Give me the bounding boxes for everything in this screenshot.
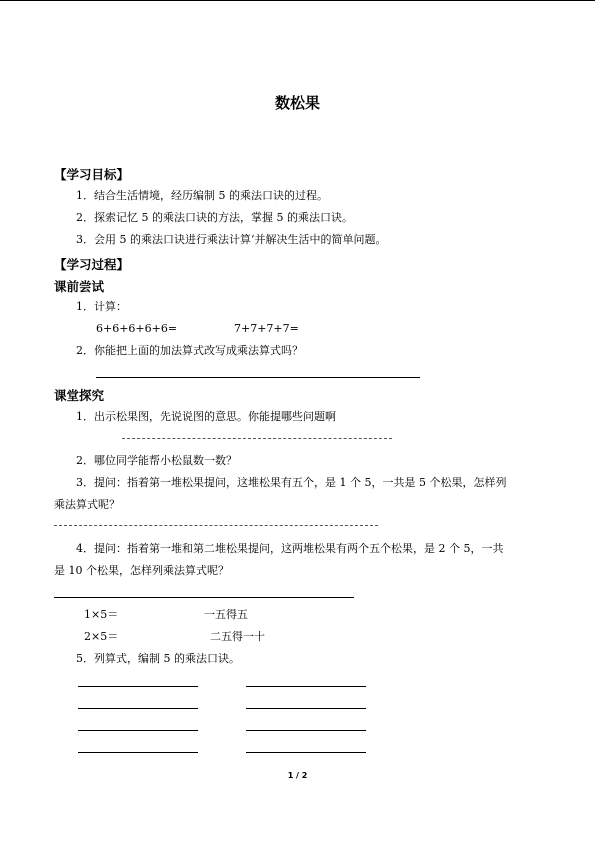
answer-dashed-line	[54, 525, 378, 526]
process-heading: 【学习过程】	[54, 257, 130, 272]
in-class-q3-line2: 乘法算式呢？	[54, 498, 120, 511]
row1-rhyme: 一五得五	[204, 608, 248, 621]
objectives-heading: 【学习目标】	[54, 167, 130, 182]
pre-class-expr-a: 6+6+6+6+6=	[96, 322, 178, 335]
in-class-q5: 5．列算式，编制 5 的乘法口诀。	[76, 652, 240, 665]
in-class-heading: 课堂探究	[54, 388, 105, 403]
answer-line	[96, 377, 420, 378]
in-class-q2: 2．哪位同学能帮小松鼠数一数？	[76, 454, 237, 467]
answer-line	[246, 708, 366, 709]
objective-item-2: 2．探索记忆 5 的乘法口诀的方法，掌握 5 的乘法口诀。	[76, 211, 353, 224]
answer-line	[78, 708, 198, 709]
objective-item-1: 1．结合生活情境，经历编制 5 的乘法口诀的过程。	[76, 189, 328, 202]
page-top-border	[0, 0, 595, 1]
pre-class-heading: 课前尝试	[54, 279, 105, 294]
answer-line	[246, 686, 366, 687]
answer-line	[246, 730, 366, 731]
row1-expression: 1×5＝	[84, 608, 119, 621]
answer-line	[78, 686, 198, 687]
in-class-q1: 1．出示松果图，先说说图的意思。你能提哪些问题啊	[76, 410, 336, 423]
answer-line	[54, 597, 354, 598]
answer-line	[246, 752, 366, 753]
page-number: 1 / 2	[287, 771, 308, 780]
in-class-q3-line1: 3．提问：指着第一堆松果提问，这堆松果有五个，是 1 个 5，一共是 5 个松果，怎样列	[76, 476, 507, 489]
row2-rhyme: 二五得一十	[210, 630, 265, 643]
in-class-q4-line1: 4．提问：指着第一堆和第二堆松果提问，这两堆松果有两个五个松果，是 2 个 5，一共	[76, 542, 504, 555]
pre-class-q1: 1．计算：	[76, 300, 127, 313]
answer-line	[78, 752, 198, 753]
pre-class-expr-b: 7+7+7+7=	[234, 322, 299, 335]
in-class-q4-line2: 是 10 个松果，怎样列乘法算式呢？	[54, 564, 229, 577]
page-title: 数松果	[274, 94, 320, 112]
objective-item-3: 3．会用 5 的乘法口诀进行乘法计算‘并解决生活中的简单问题。	[76, 233, 387, 246]
pre-class-q2: 2．你能把上面的加法算式改写成乘法算式吗？	[76, 344, 303, 357]
answer-line	[78, 730, 198, 731]
answer-dashed-line	[122, 438, 392, 439]
row2-expression: 2×5＝	[84, 630, 119, 643]
